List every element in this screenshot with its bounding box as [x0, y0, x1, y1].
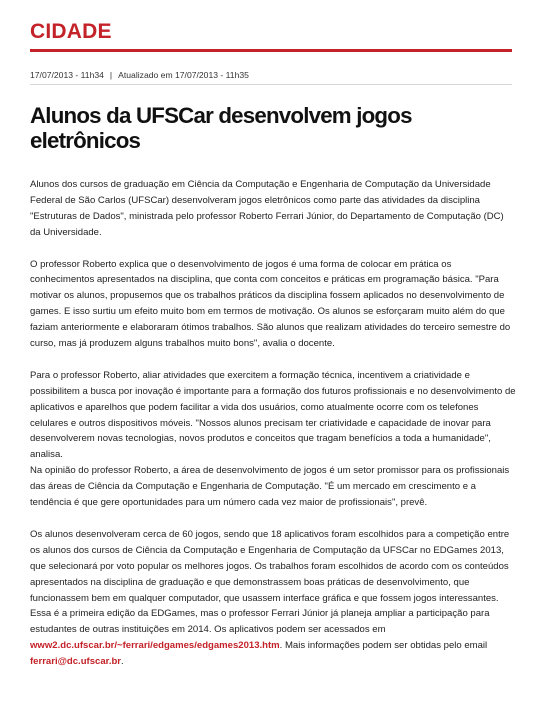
- published-date: 17/07/2013 - 11h34: [30, 70, 104, 80]
- paragraph-5-end: .: [121, 656, 124, 668]
- edgames-link[interactable]: www2.dc.ufscar.br/~ferrari/edgames/edgames2013.htm: [30, 640, 280, 652]
- section-divider: [30, 49, 512, 52]
- paragraph-5-text: Os alunos desenvolveram cerca de 60 jogos, sendo que 18 aplicativos foram escolhidos para a competição entre os alunos dos cursos de Ciência da Computação e Engenharia de Computação da UFSCar no EDGames 2013, que selecionará por voto popular os melhores jogos. Os trabalhos foram escolhidos de acordo com os conteúdos apresentados na disciplina de graduação e que demonstrassem boas práticas de desenvolvimento, que funcionassem bem em qualquer computador, que usassem interface gráfica e que fossem jogos interessantes. Essa é a primeira edição da EDGames, mas o professor Ferrari Júnior já planeja ampliar a participação para estudantes de outras instituições em 2014. Os aplicativos podem ser acessados em: [30, 528, 510, 636]
- section-title: CIDADE: [30, 20, 112, 43]
- email-link[interactable]: ferrari@dc.ufscar.br: [30, 656, 122, 668]
- paragraph-1: Alunos dos cursos de graduação em Ciência da Computação e Engenharia de Computação da Universidade Federal de São Carlos (UFSCar) desenvolveram jogos eletrônicos como parte das atividades da disciplina "Estruturas de Dados", ministrada pelo professor Roberto Ferrari Júnior, do Departamento de Computação (DC) da Universidade.: [30, 179, 504, 238]
- paragraph-2: O professor Roberto explica que o desenvolvimento de jogos é uma forma de colocar em prática os conhecimentos apresentados na disciplina, que conta com conceitos e práticas em programação básica. "Para motivar os alunos, propusemos que os trabalhos práticos da disciplina fossem aplicados no desenvolvimento de games. E isso surtiu um efeito muito bom em termos de motivação. Os alunos se esforçaram muito além do que faziam anteriormente e elaboraram ótimos trabalhos. São alunos que realizam atividades do terceiro semestre do curso, mas já produzem alguns trabalhos muito bons", avalia o docente.: [30, 258, 511, 350]
- updated-date: Atualizado em 17/07/2013 - 11h35: [118, 70, 249, 80]
- article-title: Alunos da UFSCar desenvolvem jogos eletrônicos: [30, 103, 412, 153]
- paragraph-5-mid: . Mais informações podem ser obtidas pelo email: [279, 640, 488, 652]
- paragraph-4: Na opinião do professor Roberto, a área de desenvolvimento de jogos é um setor promissor para os profissionais das áreas de Ciência da Computação e Engenharia de Computação. "É um mercado em crescimento e a tendência é que gere oportunidades para um número cada vez maior de profissionais", prevê.: [30, 465, 510, 509]
- meta-divider: [30, 84, 512, 85]
- meta-separator: |: [109, 70, 113, 80]
- article-meta: [30, 70, 249, 80]
- paragraph-3: Para o professor Roberto, aliar atividades que exercitem a formação técnica, incentivem a criatividade e possibilitem a busca por inovação é importante para a formação dos futuros profissionais e no desenvolvimento de aplicativos e aparelhos que podem facilitar a vida dos usuários, como atualmente ocorre com os telefones celulares e outros dispositivos móveis. "Nossos alunos precisam ter criatividade e capacidade de inovar para desenvolverem novas tecnologias, novos produtos e conceitos que tragam benefícios a toda a humanidade", analisa.: [30, 369, 516, 461]
- paragraph-5: [30, 527, 516, 670]
- article-body: [30, 177, 516, 686]
